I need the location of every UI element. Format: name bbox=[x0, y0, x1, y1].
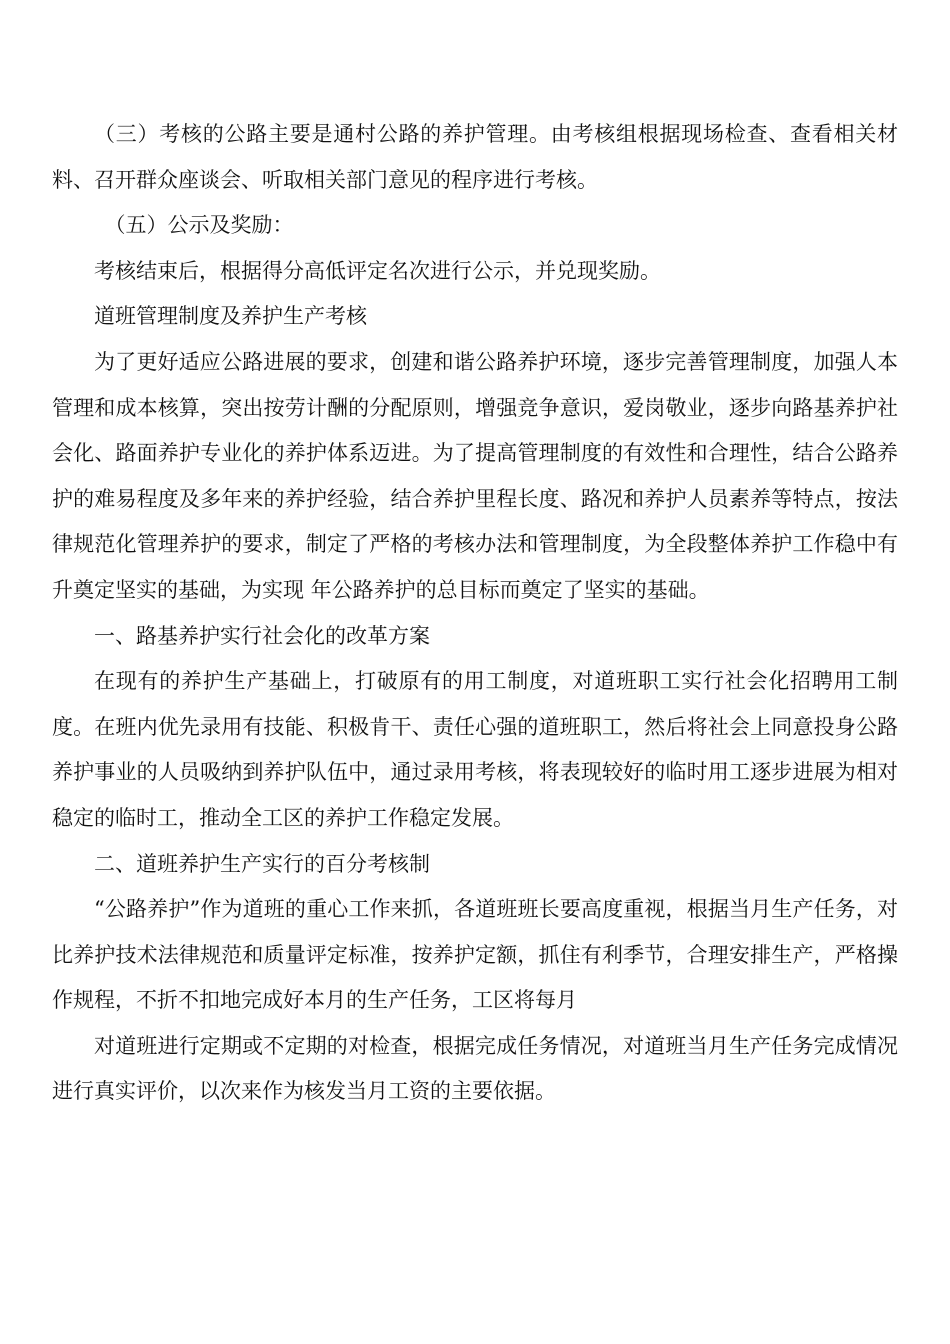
heading-two: 二、道班养护生产实行的百分考核制 bbox=[94, 851, 430, 876]
paragraph-inspection: 对道班进行定期或不定期的对检查，根据完成任务情况，对道班当月生产任务完成情况进行真实评价，以次来作为核发当月工资的主要依据。 bbox=[52, 1033, 898, 1104]
heading-one: 一、路基养护实行社会化的改革方案 bbox=[94, 623, 430, 648]
document-page bbox=[52, 112, 898, 1115]
paragraph-intro: 为了更好适应公路进展的要求，创建和谐公路养护环境，逐步完善管理制度，加强人本管理和成本核算，突出按劳计酬的分配原则，增强竞争意识，爱岗敬业，逐步向路基养护社会化、路面养护专业化的养护体系迈进。为了提高管理制度的有效性和合理性，结合公路养护的难易程度及多年来的养护经验，结合养护里程长度、路况和养护人员素养等特点，按法律规范化管理养护的要求，制定了严格的考核办法和管理制度，为全段整体养护工作稳中有升奠定坚实的基础，为实现 年公路养护的总目标而奠定了坚实的基础。 bbox=[52, 349, 898, 602]
paragraph-announcement: 考核结束后，根据得分高低评定名次进行公示，并兑现奖励。 bbox=[94, 258, 661, 283]
paragraph-maintenance-task: “公路养护”作为道班的重心工作来抓，各道班班长要高度重视，根据当月生产任务，对比养护技术法律规范和质量评定标准，按养护定额，抓住有利季节，合理安排生产，严格操作规程，不折不扣地完成好本月的生产任务，工区将每月 bbox=[52, 897, 898, 1013]
paragraph-reform: 在现有的养护生产基础上，打破原有的用工制度，对道班职工实行社会化招聘用工制度。在班内优先录用有技能、积极肯干、责任心强的道班职工，然后将社会上同意投身公路养护事业的人员吸纳到养护队伍中，通过录用考核，将表现较好的临时用工逐步进展为相对稳定的临时工，推动全工区的养护工作稳定发展。 bbox=[52, 669, 898, 830]
section-title: 道班管理制度及养护生产考核 bbox=[94, 304, 367, 329]
paragraph-section-5-heading: （五）公示及奖励： bbox=[104, 213, 294, 238]
paragraph-section-3: （三）考核的公路主要是通村公路的养护管理。由考核组根据现场检查、查看相关材料、召开群众座谈会、听取相关部门意见的程序进行考核。 bbox=[52, 122, 898, 192]
